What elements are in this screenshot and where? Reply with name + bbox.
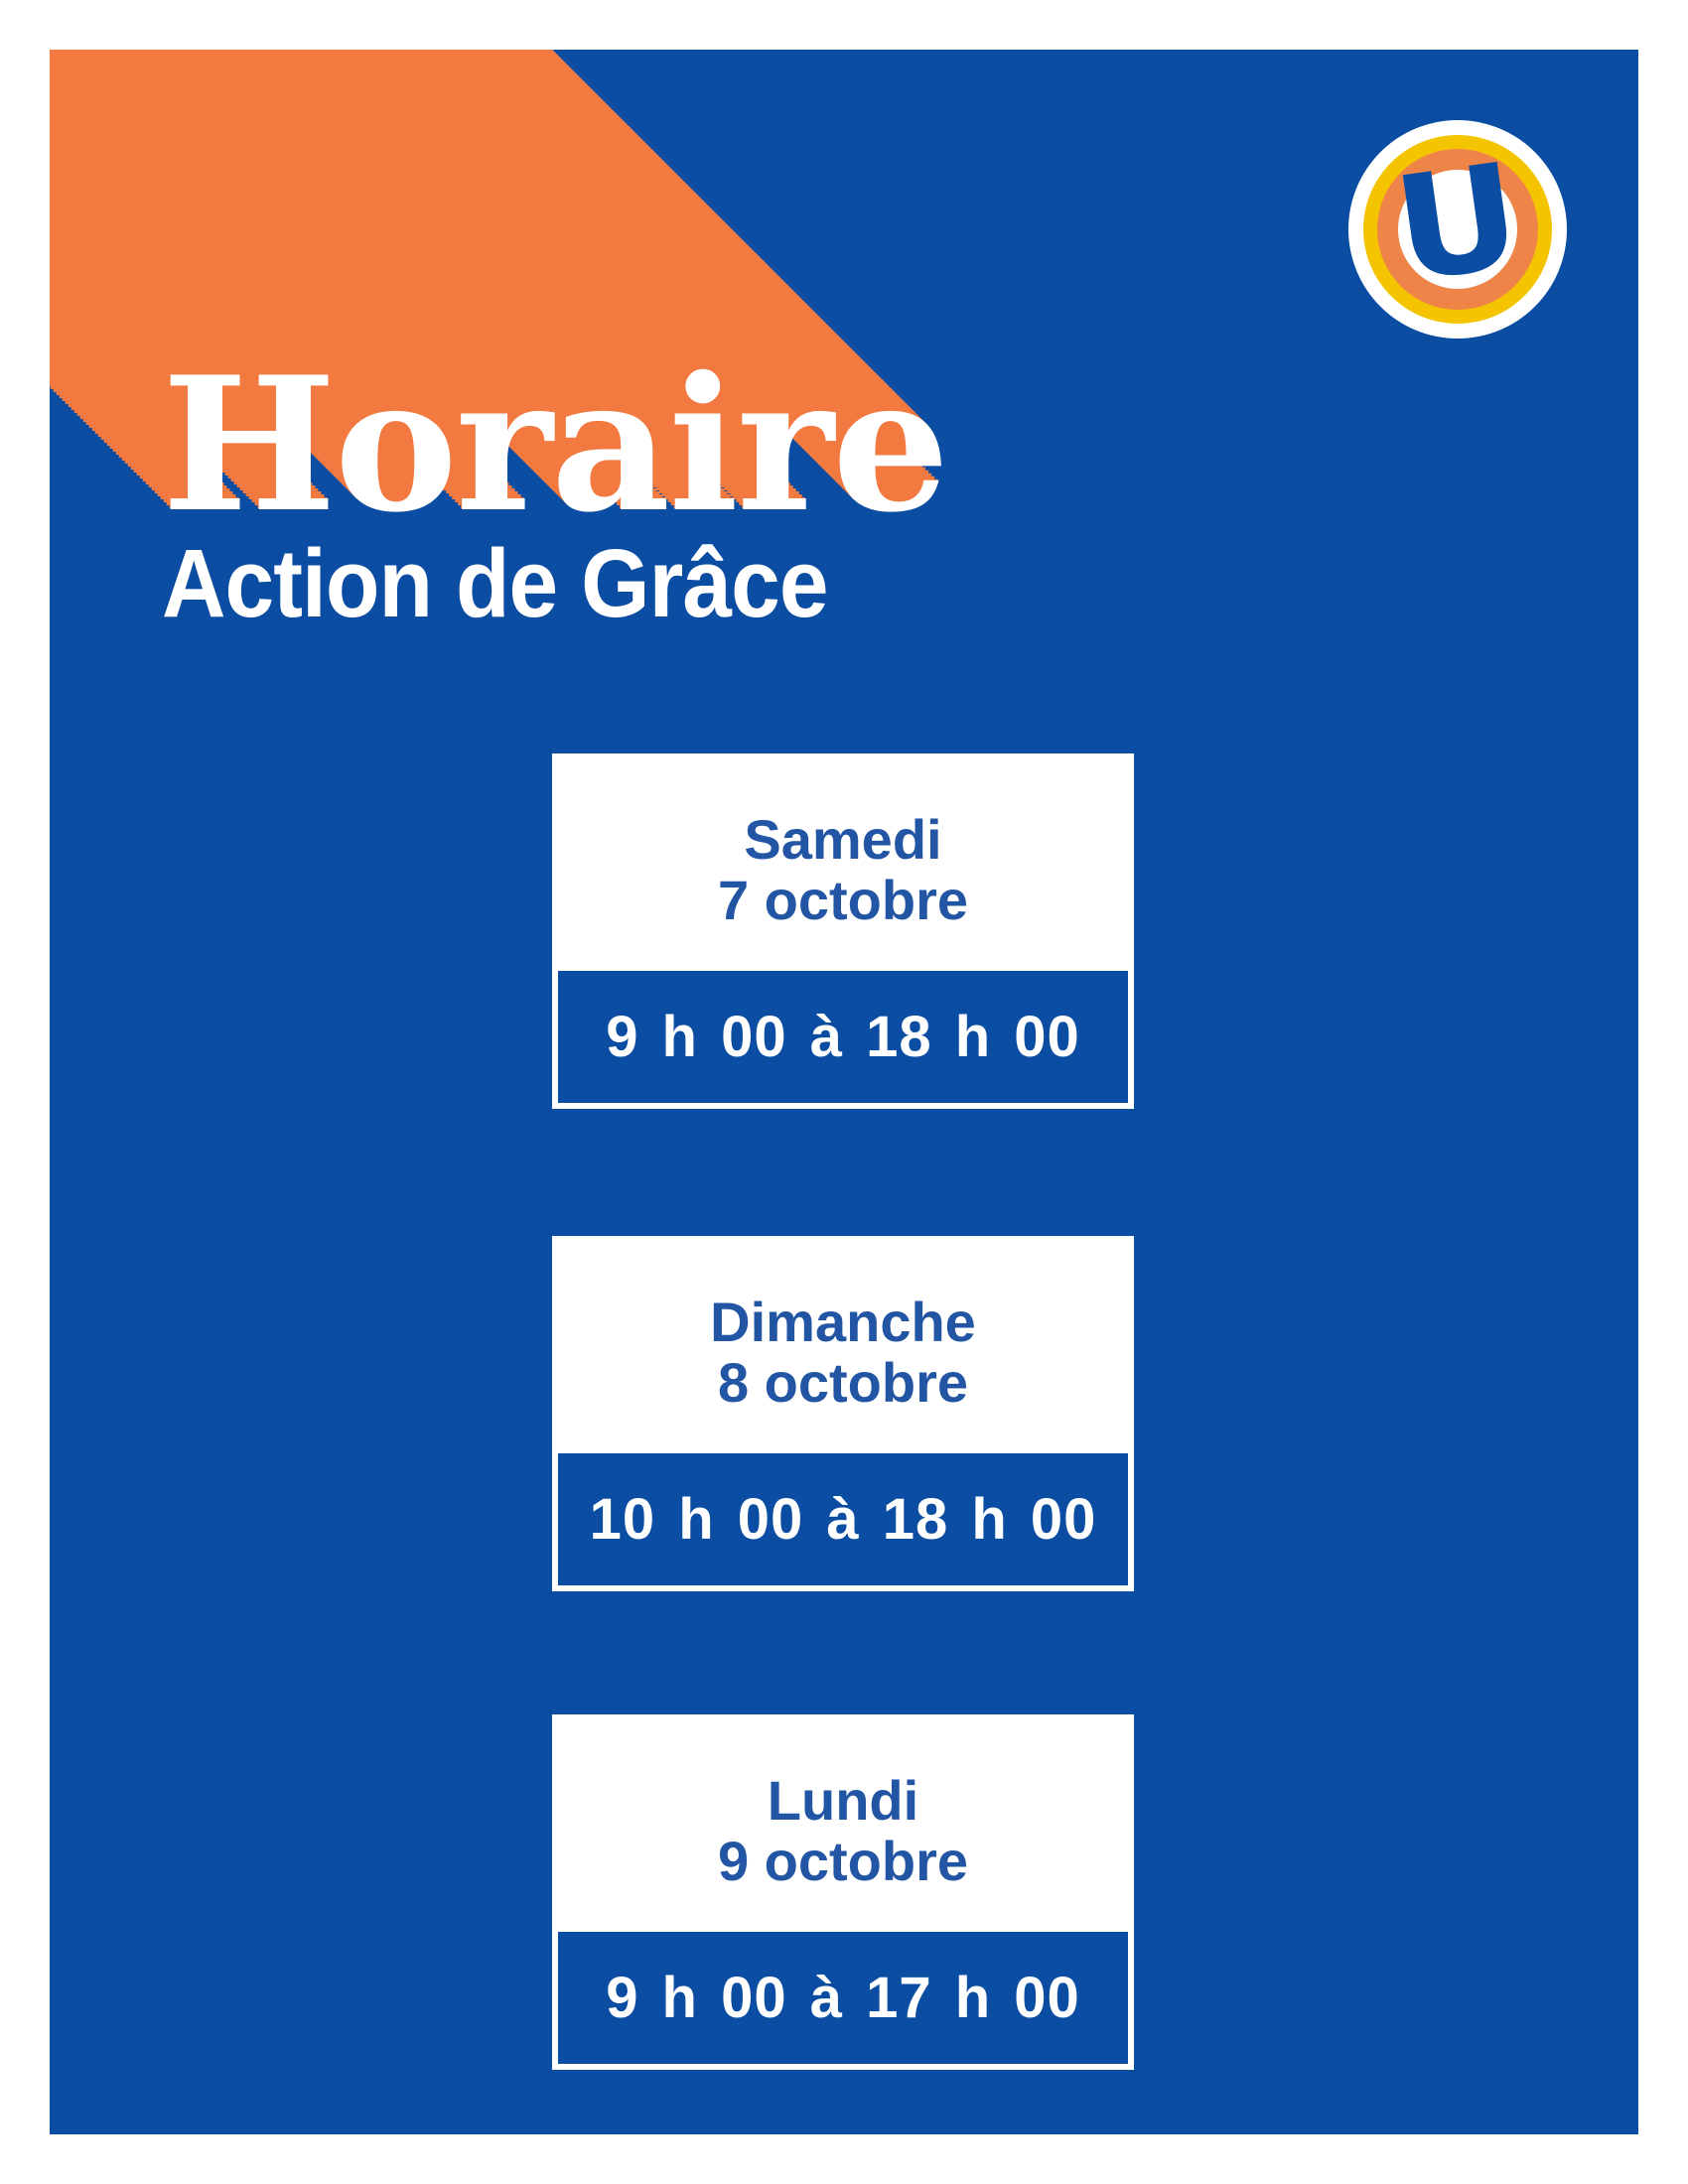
card-header <box>552 1236 1134 1453</box>
poster-subtitle: Action de Grâce <box>162 529 828 637</box>
card-hours-label: 9 h 00 à 18 h 00 <box>606 1005 1080 1069</box>
card-day-label: Lundi <box>767 1768 919 1832</box>
poster-canvas <box>50 50 1638 2134</box>
card-date-label: 9 octobre <box>717 1829 969 1892</box>
poster-title: Horaire <box>162 336 948 553</box>
card-date-label: 8 octobre <box>717 1350 969 1414</box>
schedule-card-monday <box>552 1714 1134 2070</box>
schedule-card-saturday <box>552 753 1134 1109</box>
schedule-card-sunday <box>552 1236 1134 1591</box>
logo-u-icon: U <box>1385 131 1530 316</box>
card-day-label: Dimanche <box>710 1290 976 1353</box>
card-hours-label: 10 h 00 à 18 h 00 <box>589 1487 1097 1552</box>
card-header <box>552 1714 1134 1932</box>
card-hours-label: 9 h 00 à 17 h 00 <box>606 1966 1080 2030</box>
card-date-label: 7 octobre <box>717 868 969 931</box>
card-header <box>552 753 1134 971</box>
card-hours-band <box>558 1453 1128 1585</box>
card-hours-band <box>558 1932 1128 2064</box>
card-day-label: Samedi <box>744 807 942 871</box>
brand-logo <box>1348 120 1567 339</box>
card-hours-band <box>558 971 1128 1103</box>
